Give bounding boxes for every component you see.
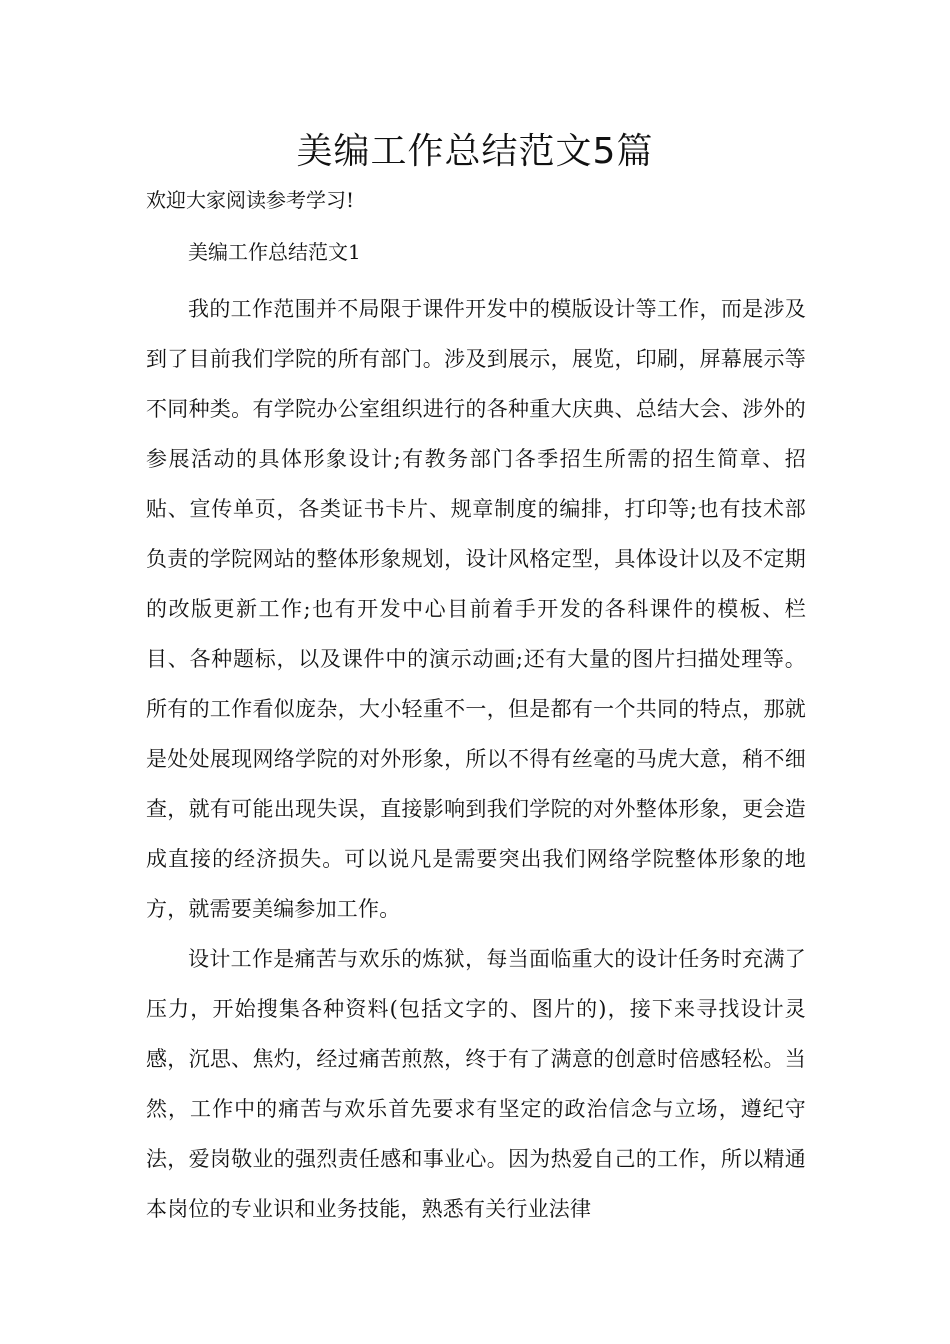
- document-body: [146, 284, 806, 1234]
- intro-text: 欢迎大家阅读参考学习!: [146, 188, 355, 212]
- section-heading: 美编工作总结范文1: [188, 240, 361, 264]
- body-paragraph-2: 设计工作是痛苦与欢乐的炼狱，每当面临重大的设计任务时充满了压力，开始搜集各种资料(包括文字的、图片的)，接下来寻找设计灵感，沉思、焦灼，经过痛苦煎熬，终于有了满意的创意时倍感轻松。当然，工作中的痛苦与欢乐首先要求有坚定的政治信念与立场，遵纪守法，爱岗敬业的强烈责任感和事业心。因为热爱自己的工作，所以精通本岗位的专业识和业务技能，熟悉有关行业法律: [146, 947, 806, 1221]
- body-paragraph-1: 我的工作范围并不局限于课件开发中的模版设计等工作，而是涉及到了目前我们学院的所有部门。涉及到展示，展览，印刷，屏幕展示等不同种类。有学院办公室组织进行的各种重大庆典、总结大会、涉外的参展活动的具体形象设计;有教务部门各季招生所需的招生简章、招贴、宣传单页，各类证书卡片、规章制度的编排，打印等;也有技术部负责的学院网站的整体形象规划，设计风格定型，具体设计以及不定期的改版更新工作;也有开发中心目前着手开发的各科课件的模板、栏目、各种题标，以及课件中的演示动画;还有大量的图片扫描处理等。所有的工作看似庞杂，大小轻重不一，但是都有一个共同的特点，那就是处处展现网络学院的对外形象，所以不得有丝毫的马虎大意，稍不细查，就有可能出现失误，直接影响到我们学院的对外整体形象，更会造成直接的经济损失。可以说凡是需要突出我们网络学院整体形象的地方，就需要美编参加工作。: [146, 297, 806, 921]
- document-title: 美编工作总结范文5篇: [296, 131, 654, 172]
